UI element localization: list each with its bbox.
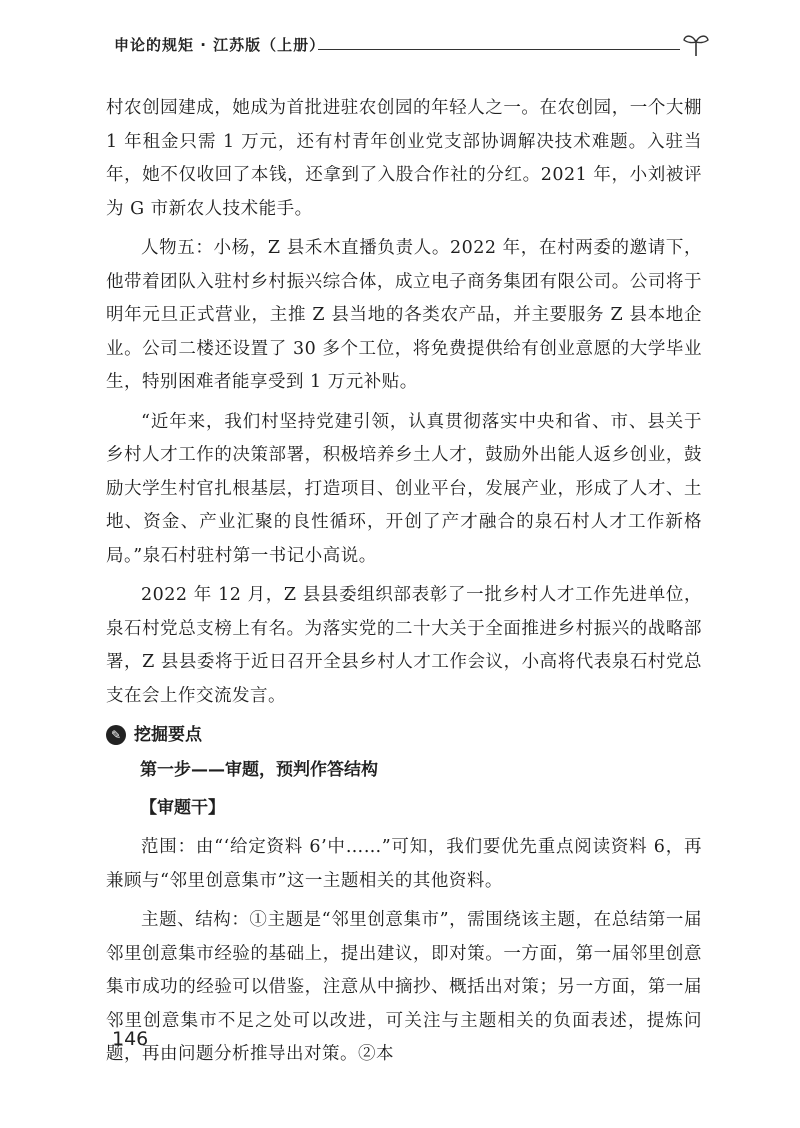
sprout-icon [682, 30, 710, 58]
paragraph-quote: “近年来，我们村坚持党建引领，认真贯彻落实中央和省、市、县关于乡村人才工作的决策部署，积极培养乡土人才，鼓励外出能人返乡创业，鼓励大学生村官扎根基层，打造项目、创业平台，发展产业，形成了人才、土地、资金、产业汇聚的良性循环，开创了产才融合的泉石村人才工作新格局。”泉石村驻村第一书记小高说。 [106, 411, 702, 566]
page-body [106, 92, 702, 1078]
running-header [114, 30, 714, 62]
section-heading [106, 721, 702, 749]
page-number: 146 [112, 1028, 149, 1050]
paragraph-theme-structure: 主题、结构：①主题是“邻里创意集市”，需围绕该主题，在总结第一届邻里创意集市经验的基础上，提出建议，即对策。一方面，第一届邻里创意集市成功的经验可以借鉴，注意从中摘抄、概括出对策；另一方面，第一届邻里创意集市不足之处可以改进，可关注与主题相关的负面表述，提炼问题，再由问题分析推导出对策。②本 [106, 910, 702, 1064]
paragraph-scope: 范围：由“‘给定资料 6’中……”可知，我们要优先重点阅读资料 6，再兼顾与“邻里创意集市”这一主题相关的其他资料。 [106, 837, 702, 891]
paragraph-person-five: 人物五：小杨，Z 县禾木直播负责人。2022 年，在村两委的邀请下，他带着团队入驻村乡村振兴综合体，成立电子商务集团有限公司。公司将于明年元旦正式营业，主推 Z 县当地的各类农产品，并主要服务 Z 县本地企业。公司二楼还设置了 30 多个工位，将免费提供给有创业意愿的大学毕业生，特别困难者能享受到 1 万元补贴。 [106, 238, 702, 392]
section-title: 挖掘要点 [134, 725, 202, 745]
step-heading: 第一步——审题，预判作答结构 [140, 760, 378, 780]
book-title: 申论的规矩 · 江苏版（上册） [114, 36, 326, 54]
header-rule [318, 49, 680, 50]
paragraph-continued: 村农创园建成，她成为首批进驻农创园的年轻人之一。在农创园，一个大棚 1 年租金只需 1 万元，还有村青年创业党支部协调解决技术难题。入驻当年，她不仅收回了本钱，还拿到了入股合作社的分红。2021 年，小刘被评为 G 市新农人技术能手。 [106, 98, 702, 219]
lightbulb-icon: ✎ [106, 725, 126, 745]
paragraph-commendation: 2022 年 12 月，Z 县县委组织部表彰了一批乡村人才工作先进单位，泉石村党总支榜上有名。为落实党的二十大关于全面推进乡村振兴的战略部署，Z 县县委将于近日召开全县乡村人才工作会议，小高将代表泉石村党总支在会上作交流发言。 [106, 585, 702, 706]
subheading: 【审题干】 [140, 798, 225, 818]
